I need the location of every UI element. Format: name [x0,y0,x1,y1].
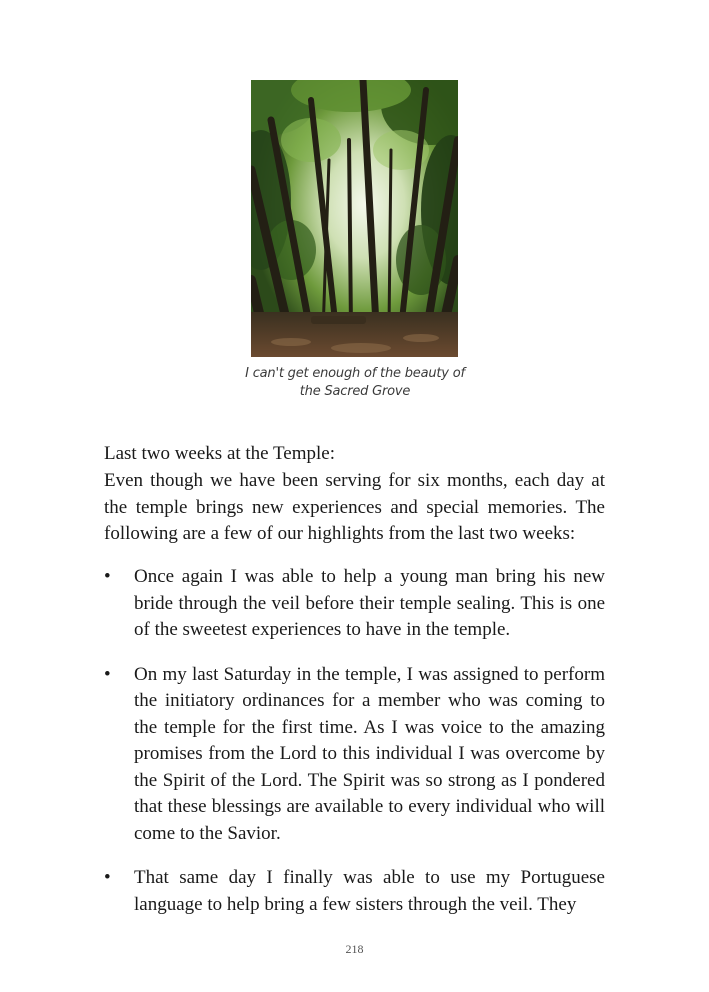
bullet-marker: • [104,663,111,685]
photo-caption [230,365,480,401]
list-item-text: That same day I finally was able to use my Portuguese language to help bring a few sisters through the veil. They [134,867,605,915]
list-item-text: On my last Saturday in the temple, I was assigned to perform the initiatory ordinances for a member who was coming to the temple for the first time. As I was voice to the amazing promises from the Lord to this individual I was overcome by the Spirit of the Lord. The Spirit was so strong as I pondered that these blessings are available to every individual who will come to the Savior. [134,663,605,844]
caption-line-2: the Sacred Grove [299,384,411,399]
list-item [104,662,605,848]
caption-line-1: I can't get enough of the beauty of [245,366,465,381]
list-item-text: Once again I was able to help a young man bring his new bride through the veil before their temple sealing. This is one of the sweetest experiences to have in the temple. [134,566,605,640]
bullet-marker: • [104,867,111,888]
sacred-grove-photo [251,80,458,357]
page-number: 218 [345,942,364,956]
highlights-list [104,564,605,936]
list-item [104,564,605,644]
section-heading: Last two weeks at the Temple: [104,443,336,464]
list-item [104,865,605,918]
intro-paragraph: Even though we have been serving for six months, each day at the temple brings new experiences and special memories. The following are a few of our highlights from the last two weeks: [104,470,605,544]
bullet-marker: • [104,566,111,587]
